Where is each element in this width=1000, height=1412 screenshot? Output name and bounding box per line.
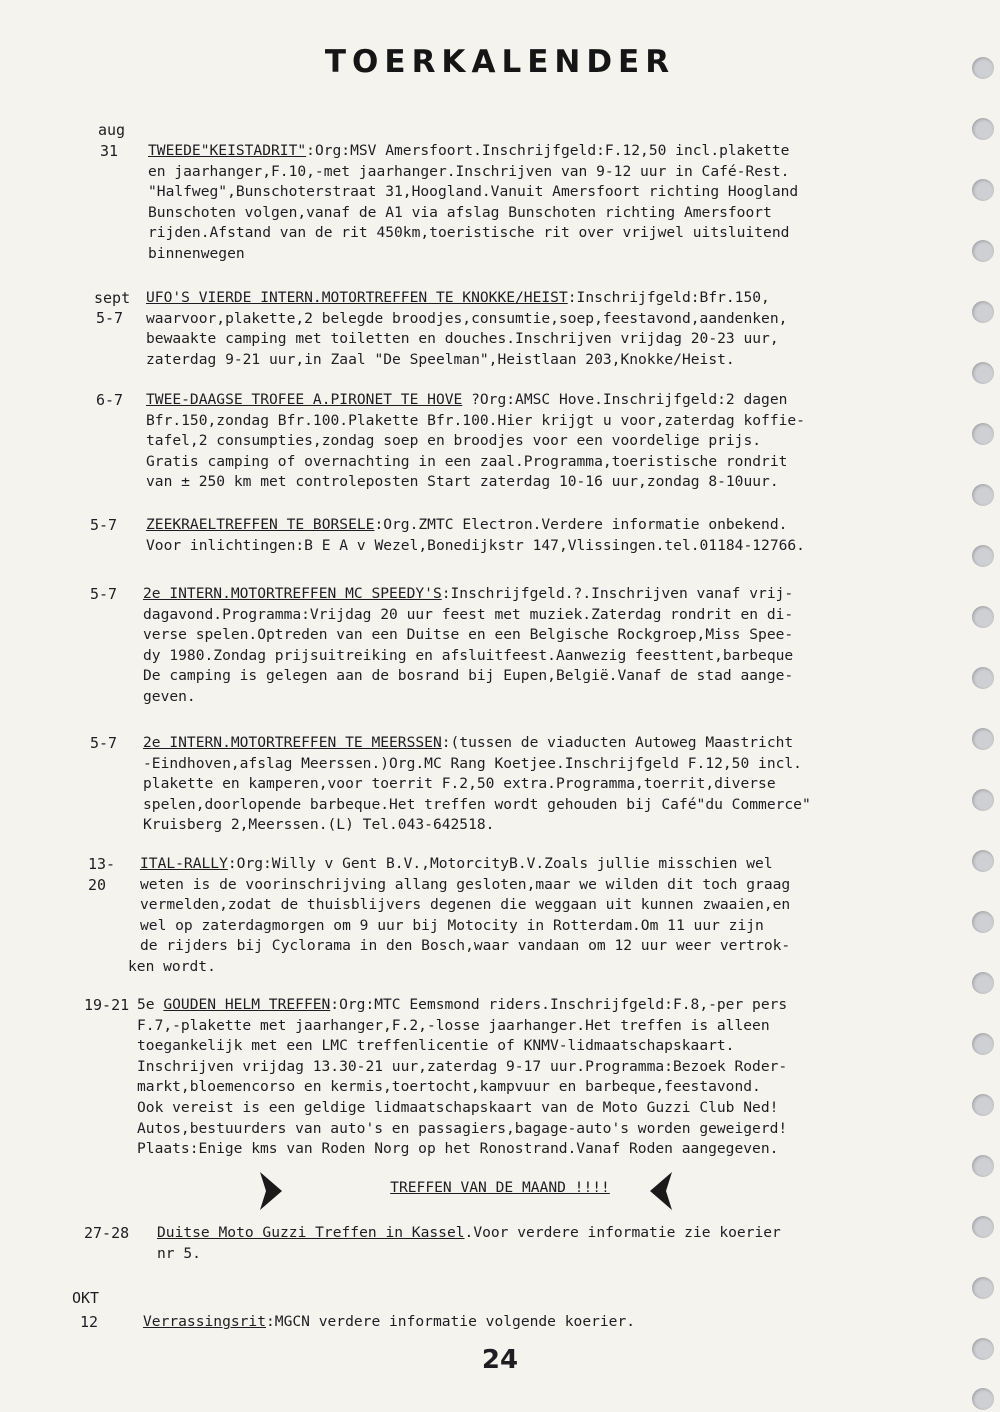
binder-hole-icon (972, 606, 994, 628)
event-text-line: wel op zaterdagmorgen om 9 uur bij Motocity in Rotterdam.Om 11 uur zijn (140, 916, 764, 934)
event-entry (146, 288, 787, 370)
highlight-banner: TREFFEN VAN DE MAAND !!!! (390, 1179, 610, 1196)
event-text-line: ITAL-RALLY:Org:Willy v Gent B.V.,MotorcityB.V.Zoals jullie misschien wel (140, 855, 773, 872)
event-entry (146, 390, 805, 493)
event-text-line: vermelden,zodat de thuisblijvers degenen die weggaan uit kunnen zwaaien,en (140, 896, 791, 914)
page-number: 24 (481, 1345, 519, 1375)
event-text-line: Bunschoten volgen,vanaf de A1 via afslag Bunschoten richting Amersfoort (148, 203, 772, 221)
event-entry (146, 515, 805, 556)
event-text-line: Bfr.150,zondag Bfr.100.Plakette Bfr.100.Hier krijgt u voor,zaterdag koffie- (146, 411, 805, 429)
event-text-line: "Halfweg",Bunschoterstraat 31,Hoogland.Vanuit Amersfoort richting Hoogland (148, 183, 799, 201)
event-text-line: tafel,2 consumpties,zondag soep en broodjes voor een voordelige prijs. (146, 432, 762, 450)
event-text-line: ken wordt. (128, 957, 216, 975)
event-text-line: waarvoor,plakette,2 belegde broodjes,consumtie,soep,feestavond,aandenken, (146, 309, 788, 327)
binder-hole-icon (972, 545, 994, 567)
entry-date: 6-7 (96, 391, 124, 409)
binder-hole-icon (972, 789, 994, 811)
month-label-okt: OKT (72, 1289, 100, 1307)
entry-date: 31 (100, 142, 119, 160)
event-text-line: 5e GOUDEN HELM TREFFEN:Org:MTC Eemsmond riders.Inschrijfgeld:F.8,-per pers (137, 996, 788, 1013)
event-text-line: toegankelijk met een LMC treffenlicentie of KNMV-lidmaatschapskaart. (137, 1037, 735, 1055)
event-text-line: UFO'S VIERDE INTERN.MOTORTREFFEN TE KNOKKE/HEIST:Inschrijfgeld:Bfr.150, (146, 289, 770, 306)
entry-date: 27-28 (84, 1224, 130, 1242)
entry-date: 19-21 (84, 996, 130, 1014)
event-text-line: binnenwegen (148, 244, 245, 262)
arrow-left-icon (648, 1172, 674, 1210)
binder-hole-icon (972, 972, 994, 994)
binder-hole-icon (972, 362, 994, 384)
event-text-line: -Eindhoven,afslag Meerssen.)Org.MC Rang Koetjee.Inschrijfgeld F.12,50 incl. (143, 754, 802, 772)
binder-hole-icon (972, 423, 994, 445)
event-text-line: van ± 250 km met controleposten Start zaterdag 10-16 uur,zondag 8-10uur. (146, 473, 779, 491)
event-entry (157, 1223, 781, 1264)
event-text-line: bewaakte camping met toiletten en douches.Inschrijven vrijdag 20-23 uur, (146, 330, 779, 348)
binder-hole-icon (972, 57, 994, 79)
event-text-line: Kruisberg 2,Meerssen.(L) Tel.043-642518. (143, 816, 495, 834)
event-text-line: plakette en kamperen,voor toerrit F.2,50 extra.Programma,toerrit,diverse (143, 775, 776, 793)
binder-hole-icon (972, 1155, 994, 1177)
month-label-sept: sept (94, 289, 131, 307)
month-label-aug: aug (98, 121, 126, 139)
event-text-line: geven. (143, 687, 196, 705)
event-text-line: Verrassingsrit:MGCN verdere informatie volgende koerier. (143, 1313, 636, 1330)
event-text-line: De camping is gelegen aan de bosrand bij Eupen,België.Vanaf de stad aange- (143, 667, 794, 685)
binder-hole-icon (972, 118, 994, 140)
event-text-line: Ook vereist is een geldige lidmaatschapskaart van de Moto Guzzi Club Ned! (137, 1098, 779, 1116)
entry-date: 5-7 (90, 734, 118, 752)
page-title: TOERKALENDER (324, 44, 676, 80)
entry-date: 5-7 (96, 309, 124, 327)
event-text-line: 2e INTERN.MOTORTREFFEN TE MEERSSEN:(tussen de viaducten Autoweg Maastricht (143, 734, 794, 751)
event-text-line: rijden.Afstand van de rit 450km,toeristische rit over vrijwel uitsluitend (148, 224, 790, 242)
entry-date: 5-7 (90, 516, 118, 534)
binder-hole-icon (972, 484, 994, 506)
binder-hole-icon (972, 240, 994, 262)
binder-hole-icon (972, 1033, 994, 1055)
event-text-line: Plaats:Enige kms van Roden Norg op het Ronostrand.Vanaf Roden aangegeven. (137, 1140, 779, 1158)
entry-date: 5-7 (90, 585, 118, 603)
event-text-line: spelen,doorlopende barbeque.Het treffen wordt gehouden bij Café"du Commerce" (143, 795, 811, 813)
binder-hole-icon (972, 301, 994, 323)
event-text-line: de rijders bij Cyclorama in den Bosch,waar vandaan om 12 uur weer vertrok- (140, 937, 791, 955)
event-text-line: 2e INTERN.MOTORTREFFEN MC SPEEDY'S:Inschrijfgeld.?.Inschrijven vanaf vrij- (143, 585, 794, 602)
binder-hole-icon (972, 1216, 994, 1238)
event-text-line: weten is de voorinschrijving allang gesloten,maar we wilden dit toch graag (140, 875, 791, 893)
event-entry (148, 141, 798, 265)
binder-hole-icon (972, 850, 994, 872)
binder-hole-icon (972, 179, 994, 201)
event-text-line: ZEEKRAELTREFFEN TE BORSELE:Org.ZMTC Electron.Verdere informatie onbekend. (146, 516, 788, 533)
event-text-line: Inschrijven vrijdag 13.30-21 uur,zaterdag 9-17 uur.Programma:Bezoek Roder- (137, 1057, 788, 1075)
event-entry (128, 854, 791, 978)
event-text-line: en jaarhanger,F.10,-met jaarhanger.Inschrijven van 9-12 uur in Café-Rest. (148, 162, 790, 180)
event-text-line: verse spelen.Optreden van een Duitse en een Belgische Rockgroep,Miss Spee- (143, 626, 794, 644)
event-entry (137, 995, 787, 1160)
entry-date-start: 13- (88, 855, 116, 873)
event-entry (143, 733, 811, 836)
event-text-line: zaterdag 9-21 uur,in Zaal "De Speelman",Heistlaan 203,Knokke/Heist. (146, 350, 735, 368)
event-text-line: Duitse Moto Guzzi Treffen in Kassel.Voor verdere informatie zie koerier (157, 1224, 781, 1241)
entry-date-end: 20 (88, 876, 107, 894)
event-entry (143, 584, 793, 708)
event-text-line: nr 5. (157, 1244, 201, 1262)
event-text-line: F.7,-plakette met jaarhanger,F.2,-losse jaarhanger.Het treffen is alleen (137, 1016, 770, 1034)
binder-hole-icon (972, 1338, 994, 1360)
event-text-line: TWEE-DAAGSE TROFEE A.PIRONET TE HOVE ?Org:AMSC Hove.Inschrijfgeld:2 dagen (146, 391, 788, 408)
event-text-line: TWEEDE"KEISTADRIT":Org:MSV Amersfoort.Inschrijfgeld:F.12,50 incl.plakette (148, 142, 790, 159)
event-text-line: markt,bloemencorso en kermis,toertocht,kampvuur en barbeque,feestavond. (137, 1078, 761, 1096)
event-entry (143, 1312, 635, 1333)
event-text-line: Autos,bestuurders van auto's en passagiers,bagage-auto's worden geweigerd! (137, 1119, 788, 1137)
binder-hole-icon (972, 728, 994, 750)
event-text-line: dagavond.Programma:Vrijdag 20 uur feest met muziek.Zaterdag rondrit en di- (143, 605, 794, 623)
binder-hole-icon (972, 1388, 994, 1410)
binder-hole-icon (972, 911, 994, 933)
binder-hole-icon (972, 1277, 994, 1299)
event-text-line: dy 1980.Zondag prijsuitreiking en afsluitfeest.Aanwezig feesttent,barbeque (143, 646, 794, 664)
binder-hole-icon (972, 667, 994, 689)
event-text-line: Voor inlichtingen:B E A v Wezel,Bonedijkstr 147,Vlissingen.tel.01184-12766. (146, 536, 805, 554)
event-text-line: Gratis camping of overnachting in een zaal.Programma,toeristische rondrit (146, 452, 788, 470)
entry-date: 12 (80, 1313, 99, 1331)
binder-hole-icon (972, 1094, 994, 1116)
